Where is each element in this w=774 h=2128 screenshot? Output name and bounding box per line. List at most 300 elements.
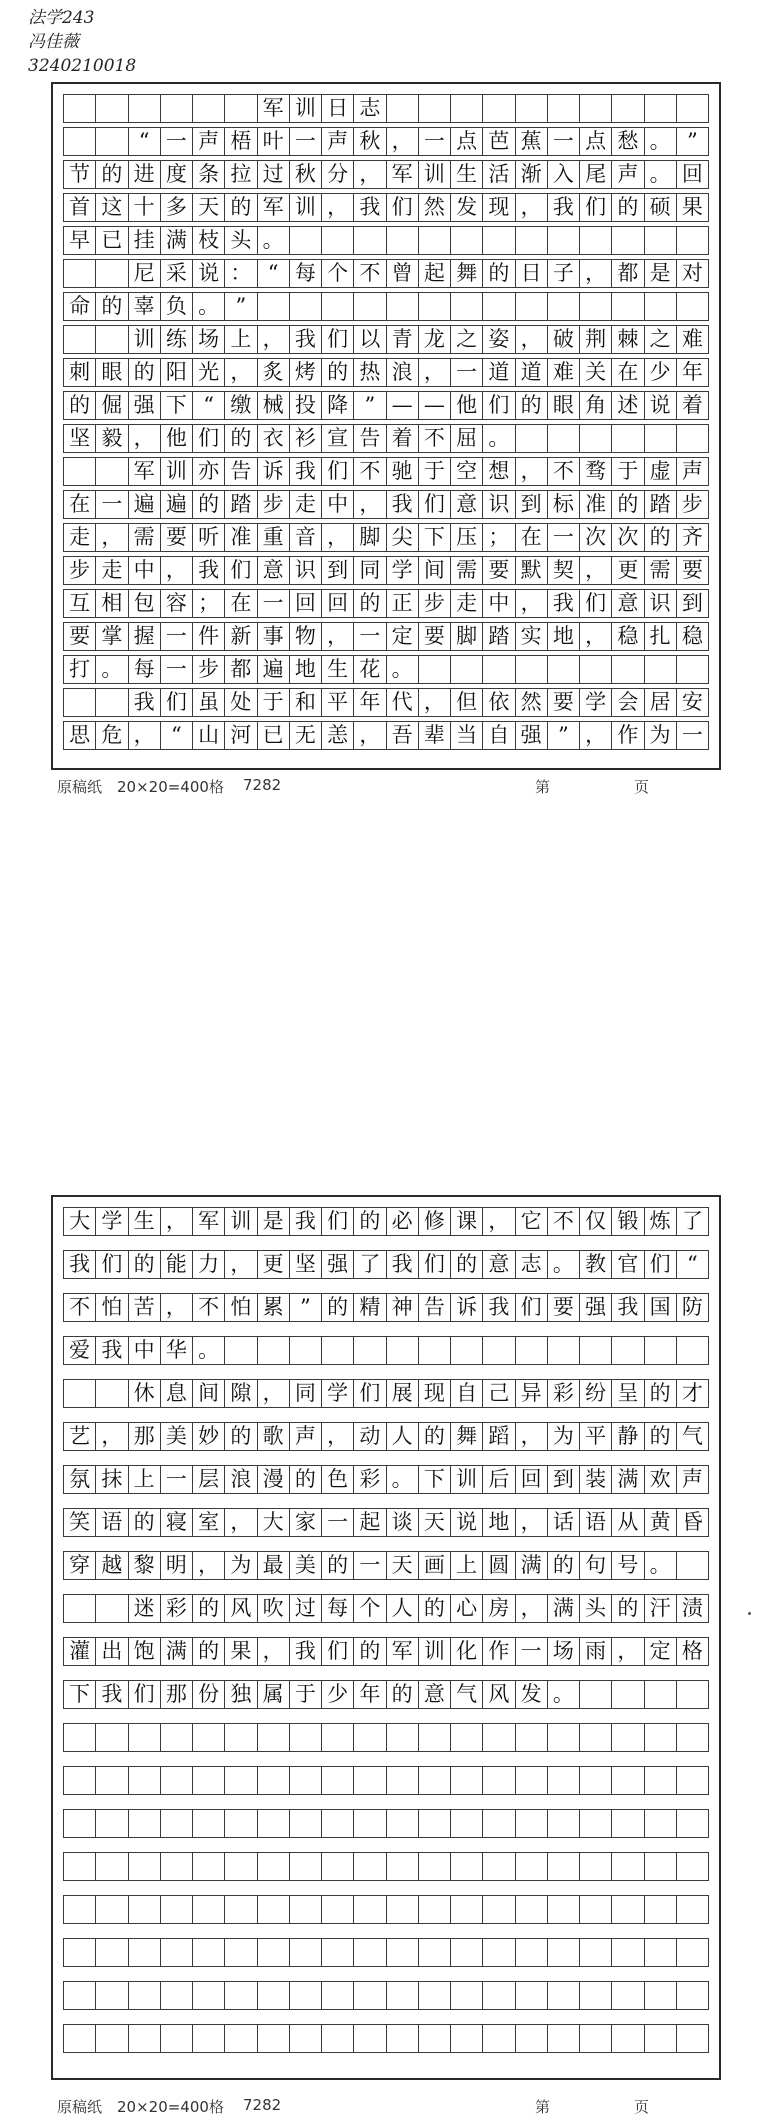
grid-cell: 满: [160, 227, 192, 254]
grid-row: [63, 2024, 709, 2053]
grid-cell: 他: [160, 425, 192, 452]
grid-cell: [160, 1810, 192, 1837]
grid-cell: 意: [418, 1681, 450, 1708]
grid-cell: [95, 1982, 127, 2009]
grid-cell: 一: [160, 656, 192, 683]
grid-cell: 话: [547, 1509, 579, 1536]
grid-cell: 色: [321, 1466, 353, 1493]
grid-cell: 我: [353, 194, 385, 221]
grid-cell: 我: [289, 1208, 321, 1235]
grid-cell: [63, 689, 95, 716]
grid-cell: 早: [63, 227, 95, 254]
grid-row: [63, 1250, 709, 1279]
grid-cell: 军: [257, 95, 289, 122]
grid-cell: 份: [192, 1681, 224, 1708]
grid-cell: 同: [289, 1380, 321, 1407]
grid-row: [63, 622, 709, 651]
grid-cell: 是: [644, 260, 676, 287]
grid-cell: [95, 1939, 127, 1966]
grid-cell: 一: [95, 491, 127, 518]
grid-cell: ，: [224, 1509, 256, 1536]
grid-cell: [579, 1853, 611, 1880]
grid-cell: 一: [353, 1552, 385, 1579]
grid-cell: [95, 95, 127, 122]
grid-cell: 的: [192, 491, 224, 518]
grid-cell: [95, 1896, 127, 1923]
grid-cell: 虽: [192, 689, 224, 716]
grid-cell: [224, 1853, 256, 1880]
grid-cell: 驰: [386, 458, 418, 485]
grid-row: [63, 160, 709, 189]
grid-cell: [482, 1939, 514, 1966]
grid-cell: ，: [321, 623, 353, 650]
grid-cell: [192, 1853, 224, 1880]
grid-cell: 的: [450, 1251, 482, 1278]
grid-row: [63, 1938, 709, 1967]
grid-cell: [386, 1896, 418, 1923]
grid-cell: 一: [418, 128, 450, 155]
grid-cell: 命: [63, 293, 95, 320]
grid-cell: 容: [160, 590, 192, 617]
grid-row: [63, 655, 709, 684]
grid-cell: [353, 1810, 385, 1837]
grid-cell: 到: [676, 590, 709, 617]
grid-cell: [63, 2025, 95, 2052]
grid-cell: [160, 1982, 192, 2009]
grid-cell: 条: [192, 161, 224, 188]
grid-cell: 节: [63, 161, 95, 188]
grid-cell: 到: [321, 557, 353, 584]
grid-cell: 浪: [224, 1466, 256, 1493]
grid-cell: 训: [160, 458, 192, 485]
grid-cell: 关: [579, 359, 611, 386]
grid-cell: 的: [224, 1423, 256, 1450]
grid-cell: 姿: [482, 326, 514, 353]
grid-cell: ，: [321, 1423, 353, 1450]
grid-cell: ”: [353, 392, 385, 419]
paper-code: 7282: [243, 2096, 282, 2114]
grid-cell: 在: [515, 524, 547, 551]
grid-cell: 平: [579, 1423, 611, 1450]
grid-cell: [353, 1337, 385, 1364]
grid-cell: [289, 2025, 321, 2052]
grid-cell: 定: [644, 1638, 676, 1665]
grid-cell: [644, 227, 676, 254]
grid-cell: [95, 260, 127, 287]
grid-cell: [450, 1724, 482, 1751]
grid-cell: ，: [611, 1638, 643, 1665]
grid-cell: 都: [224, 656, 256, 683]
grid-cell: 句: [579, 1552, 611, 1579]
grid-cell: ，: [515, 1595, 547, 1622]
grid-cell: [579, 95, 611, 122]
grid-cell: 。: [257, 227, 289, 254]
grid-cell: 更: [611, 557, 643, 584]
grid-cell: [321, 227, 353, 254]
grid-cell: 步: [192, 656, 224, 683]
grid-cell: 芭: [482, 128, 514, 155]
grid-cell: 一: [160, 1466, 192, 1493]
grid-cell: 为: [224, 1552, 256, 1579]
grid-cell: [321, 1767, 353, 1794]
grid-cell: 听: [192, 524, 224, 551]
grid-cell: 头: [224, 227, 256, 254]
grid-cell: [386, 227, 418, 254]
grid-cell: 要: [547, 689, 579, 716]
grid-cell: 稳: [611, 623, 643, 650]
grid-cell: [676, 1939, 709, 1966]
grid-cell: 我: [289, 458, 321, 485]
grid-cell: [515, 227, 547, 254]
grid-cell: 人: [386, 1423, 418, 1450]
grid-cell: 日: [321, 95, 353, 122]
grid-cell: 居: [644, 689, 676, 716]
grid-cell: ，: [257, 326, 289, 353]
grid-cell: ，: [321, 524, 353, 551]
grid-cell: [257, 1810, 289, 1837]
grid-cell: [95, 458, 127, 485]
grid-cell: 我: [547, 590, 579, 617]
grid-cell: [547, 1982, 579, 2009]
grid-cell: 我: [192, 557, 224, 584]
grid-cell: 精: [353, 1294, 385, 1321]
grid-cell: 物: [289, 623, 321, 650]
grid-cell: ，: [353, 491, 385, 518]
grid-cell: 的: [128, 1509, 160, 1536]
grid-cell: 的: [353, 1208, 385, 1235]
grid-cell: 烤: [289, 359, 321, 386]
grid-cell: [192, 1767, 224, 1794]
grid-cell: ”: [676, 128, 709, 155]
grid-cell: 要: [160, 524, 192, 551]
grid-cell: 展: [386, 1380, 418, 1407]
grid-cell: 笑: [63, 1509, 95, 1536]
grid-cell: ，: [515, 1509, 547, 1536]
grid-cell: 走: [63, 524, 95, 551]
grid-cell: 的: [289, 1466, 321, 1493]
grid-cell: 已: [257, 722, 289, 749]
grid-cell: 抹: [95, 1466, 127, 1493]
grid-cell: 重: [257, 524, 289, 551]
grid-cell: 锻: [611, 1208, 643, 1235]
grid-cell: [418, 1810, 450, 1837]
grid-cell: 们: [160, 689, 192, 716]
grid-cell: 对: [676, 260, 709, 287]
grid-cell: 走: [95, 557, 127, 584]
grid-cell: 我: [95, 1337, 127, 1364]
grid-cell: 们: [579, 590, 611, 617]
grid-cell: 作: [482, 1638, 514, 1665]
grid-cell: 们: [353, 1380, 385, 1407]
grid-cell: ，: [515, 326, 547, 353]
grid-cell: ，: [321, 194, 353, 221]
grid-cell: 训: [289, 194, 321, 221]
grid-cell: 道: [515, 359, 547, 386]
grid-cell: [224, 1810, 256, 1837]
grid-cell: 无: [289, 722, 321, 749]
grid-cell: “: [257, 260, 289, 287]
grid-cell: 上: [224, 326, 256, 353]
grid-row: [63, 1680, 709, 1709]
grid-cell: 十: [128, 194, 160, 221]
grid-cell: [482, 1896, 514, 1923]
grid-cell: 一: [515, 1638, 547, 1665]
grid-cell: 遍: [257, 656, 289, 683]
grid-cell: ，: [418, 689, 450, 716]
grid-cell: [128, 95, 160, 122]
grid-cell: 黄: [644, 1509, 676, 1536]
grid-cell: 上: [450, 1552, 482, 1579]
grid-cell: 一: [547, 128, 579, 155]
grid-cell: “: [128, 128, 160, 155]
grid-cell: [644, 1982, 676, 2009]
grid-cell: 们: [321, 326, 353, 353]
grid-cell: [289, 1810, 321, 1837]
grid-cell: 教: [579, 1251, 611, 1278]
grid-cell: 。: [192, 293, 224, 320]
grid-cell: 的: [418, 1595, 450, 1622]
grid-cell: 为: [644, 722, 676, 749]
grid-cell: [224, 1337, 256, 1364]
grid-cell: 化: [450, 1638, 482, 1665]
grid-cell: [482, 656, 514, 683]
grid-cell: 层: [192, 1466, 224, 1493]
grid-cell: —: [386, 392, 418, 419]
grid-row: [63, 1336, 709, 1365]
grid-cell: [450, 1896, 482, 1923]
grid-cell: 挂: [128, 227, 160, 254]
grid-cell: 衣: [257, 425, 289, 452]
grid-cell: [644, 425, 676, 452]
grid-cell: 训: [224, 1208, 256, 1235]
grid-cell: 于: [257, 689, 289, 716]
grid-cell: 训: [450, 1466, 482, 1493]
grid-cell: [128, 1982, 160, 2009]
grid-cell: 学: [579, 689, 611, 716]
grid-cell: 我: [289, 1638, 321, 1665]
grid-cell: [321, 1810, 353, 1837]
grid-cell: 河: [224, 722, 256, 749]
grid-cell: 标: [547, 491, 579, 518]
grid-cell: 他: [450, 392, 482, 419]
grid-cell: 们: [418, 1251, 450, 1278]
grid-cell: 的: [353, 1638, 385, 1665]
grid-cell: [515, 656, 547, 683]
grid-cell: 苦: [128, 1294, 160, 1321]
grid-cell: 彩: [160, 1595, 192, 1622]
grid-cell: 下: [160, 392, 192, 419]
grid-cell: [353, 1982, 385, 2009]
grid-cell: [482, 2025, 514, 2052]
grid-cell: [418, 95, 450, 122]
grid-cell: 拉: [224, 161, 256, 188]
grid-cell: ，: [579, 260, 611, 287]
grid-cell: [321, 2025, 353, 2052]
grid-cell: 的: [321, 359, 353, 386]
grid-cell: 诉: [257, 458, 289, 485]
grid-cell: [224, 1939, 256, 1966]
grid-cell: 想: [482, 458, 514, 485]
grid-cell: 声: [289, 1423, 321, 1450]
grid-cell: 的: [63, 392, 95, 419]
grid-cell: 尖: [386, 524, 418, 551]
grid-row: [63, 424, 709, 453]
grid-cell: 难: [547, 359, 579, 386]
grid-cell: [611, 656, 643, 683]
grid-cell: 的: [644, 1380, 676, 1407]
grid-cell: [676, 1896, 709, 1923]
grid-cell: 房: [482, 1595, 514, 1622]
grid-cell: 音: [289, 524, 321, 551]
grid-cell: [579, 1810, 611, 1837]
grid-cell: 处: [224, 689, 256, 716]
manuscript-sheet-2: [51, 1195, 721, 2080]
grid-cell: 从: [611, 1509, 643, 1536]
grid-cell: [579, 656, 611, 683]
grid-cell: 后: [482, 1466, 514, 1493]
grid-cell: 们: [482, 392, 514, 419]
grid-cell: [418, 1853, 450, 1880]
grid-cell: 走: [289, 491, 321, 518]
grid-cell: 发: [450, 194, 482, 221]
grid-cell: ，: [353, 161, 385, 188]
grid-cell: 点: [450, 128, 482, 155]
grid-cell: 的: [482, 260, 514, 287]
grid-cell: 我: [63, 1251, 95, 1278]
grid-cell: [579, 1896, 611, 1923]
grid-cell: [579, 1337, 611, 1364]
grid-cell: [515, 2025, 547, 2052]
grid-cell: 在: [63, 491, 95, 518]
grid-cell: 破: [547, 326, 579, 353]
grid-cell: 件: [192, 623, 224, 650]
grid-cell: [95, 2025, 127, 2052]
grid-cell: [257, 293, 289, 320]
grid-cell: 妙: [192, 1423, 224, 1450]
grid-cell: [644, 1810, 676, 1837]
grid-cell: 稳: [676, 623, 709, 650]
grid-cell: 硕: [644, 194, 676, 221]
grid-cell: 踏: [224, 491, 256, 518]
grid-cell: [386, 1724, 418, 1751]
grid-cell: [257, 1982, 289, 2009]
grid-cell: [547, 293, 579, 320]
grid-cell: 的: [611, 491, 643, 518]
grid-cell: 累: [257, 1294, 289, 1321]
grid-cell: 负: [160, 293, 192, 320]
grid-cell: [482, 227, 514, 254]
grid-cell: 的: [611, 1595, 643, 1622]
grid-row: [63, 1207, 709, 1236]
grid-cell: 一: [160, 128, 192, 155]
grid-row: [63, 193, 709, 222]
grid-cell: ，: [128, 425, 160, 452]
grid-cell: 荆: [579, 326, 611, 353]
grid-cell: [418, 293, 450, 320]
grid-cell: 迷: [128, 1595, 160, 1622]
grid-cell: 这: [95, 194, 127, 221]
grid-cell: 浪: [386, 359, 418, 386]
grid-cell: 生: [128, 1208, 160, 1235]
grid-cell: 自: [482, 722, 514, 749]
grid-cell: [644, 1853, 676, 1880]
grid-cell: 扎: [644, 623, 676, 650]
grid-cell: 尼: [128, 260, 160, 287]
grid-cell: [353, 1767, 385, 1794]
grid-cell: 呈: [611, 1380, 643, 1407]
grid-cell: [386, 1853, 418, 1880]
grid-cell: 我: [547, 194, 579, 221]
grid-cell: ，: [515, 1423, 547, 1450]
grid-cell: ；: [482, 524, 514, 551]
grid-cell: 眼: [95, 359, 127, 386]
grid-cell: 地: [289, 656, 321, 683]
grid-cell: 。: [192, 1337, 224, 1364]
grid-cell: 我: [289, 326, 321, 353]
grid-cell: 需: [644, 557, 676, 584]
grid-cell: 山: [192, 722, 224, 749]
grid-cell: 灌: [63, 1638, 95, 1665]
grid-cell: 休: [128, 1380, 160, 1407]
grid-cell: 的: [192, 1595, 224, 1622]
grid-cell: [515, 293, 547, 320]
grid-cell: 自: [450, 1380, 482, 1407]
grid-cell: 场: [192, 326, 224, 353]
grid-row: [63, 1895, 709, 1924]
grid-cell: 正: [386, 590, 418, 617]
grid-cell: 己: [482, 1380, 514, 1407]
grid-cell: [482, 293, 514, 320]
grid-cell: 的: [418, 1423, 450, 1450]
grid-cell: 屈: [450, 425, 482, 452]
grid-cell: [321, 1724, 353, 1751]
grid-cell: [515, 1853, 547, 1880]
grid-cell: 的: [515, 392, 547, 419]
grid-cell: [418, 1767, 450, 1794]
grid-cell: [63, 1896, 95, 1923]
grid-cell: 在: [224, 590, 256, 617]
grid-cell: [644, 1896, 676, 1923]
grid-cell: 属: [257, 1681, 289, 1708]
grid-cell: 动: [353, 1423, 385, 1450]
grid-row: [63, 1551, 709, 1580]
grid-row: [63, 1723, 709, 1752]
grid-cell: 识: [644, 590, 676, 617]
grid-cell: [515, 425, 547, 452]
grid-cell: [515, 1337, 547, 1364]
grid-cell: 。: [644, 128, 676, 155]
grid-cell: 之: [450, 326, 482, 353]
grid-cell: 们: [644, 1251, 676, 1278]
grid-cell: ，: [160, 557, 192, 584]
grid-cell: 互: [63, 590, 95, 617]
grid-cell: [676, 1337, 709, 1364]
grid-cell: ，: [515, 458, 547, 485]
grid-cell: [579, 1767, 611, 1794]
grid-cell: 格: [676, 1638, 709, 1665]
page-label-di: 第: [535, 778, 551, 796]
grid-cell: 满: [160, 1638, 192, 1665]
grid-cell: 宣: [321, 425, 353, 452]
grid-cell: 的: [321, 1294, 353, 1321]
grid-cell: 强: [515, 722, 547, 749]
grid-cell: 的: [128, 1251, 160, 1278]
grid-cell: 意: [482, 1251, 514, 1278]
grid-cell: 着: [676, 392, 709, 419]
grid-cell: [547, 1337, 579, 1364]
grid-cell: [676, 1552, 709, 1579]
grid-cell: [644, 95, 676, 122]
